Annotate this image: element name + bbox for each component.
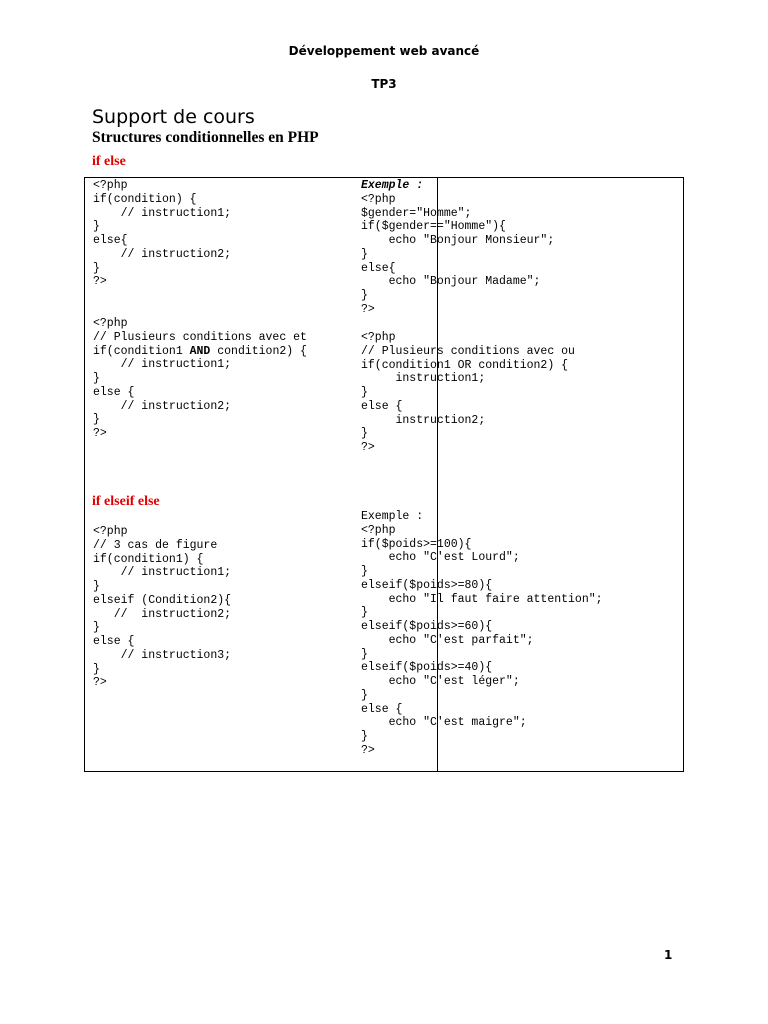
code-block-if-else-syntax: <?php if(condition) { // instruction1; } else{ // instruction2; } ?> [93, 179, 232, 289]
and-keyword: AND [189, 344, 211, 358]
code-block-example-poids: Exemple : <?php if($poids>=100){ echo "C'est Lourd"; } elseif($poids>=80){ echo "Il faut faire attention"; } elseif($poids>=60){ echo "C'est parfait"; } elseif($poids>=40){ echo "C'est léger"; } else { echo "C'est maigre"; } ?> [361, 510, 603, 757]
page-number: 1 [664, 948, 673, 962]
code-block-or-syntax: <?php // Plusieurs conditions avec ou if(condition1 OR condition2) { instruction1; } else { instruction2; } ?> [361, 331, 575, 454]
example-label: Exemple : [361, 179, 424, 192]
code-line: condition2) { [210, 344, 307, 358]
page-title: Support de cours [92, 106, 255, 128]
code-line: <?php [93, 317, 128, 330]
document-header-course: Développement web avancé [288, 44, 480, 58]
code-line: if(condition1 [93, 344, 190, 358]
page-subtitle: Structures conditionnelles en PHP [92, 129, 319, 146]
document-header-tp: TP3 [371, 77, 397, 91]
code-block-and-syntax [93, 317, 307, 441]
section-heading-if-elseif-else: if elseif else [92, 494, 160, 509]
code-table [84, 177, 684, 772]
code-lines: <?php $gender="Homme"; if($gender=="Homme"){ echo "Bonjour Monsieur"; } else{ echo "Bonjour Madame"; } ?> [361, 192, 555, 316]
code-block-elseif-syntax: <?php // 3 cas de figure if(condition1) { // instruction1; } elseif (Condition2){ // instruction2; } else { // instruction3; } ?> [93, 525, 232, 690]
section-heading-if-else: if else [92, 154, 126, 169]
code-line: // Plusieurs conditions avec et [93, 330, 307, 344]
code-lines-rest: // instruction1; } else { // instruction2; } ?> [93, 358, 232, 440]
code-block-example-gender [361, 179, 554, 317]
